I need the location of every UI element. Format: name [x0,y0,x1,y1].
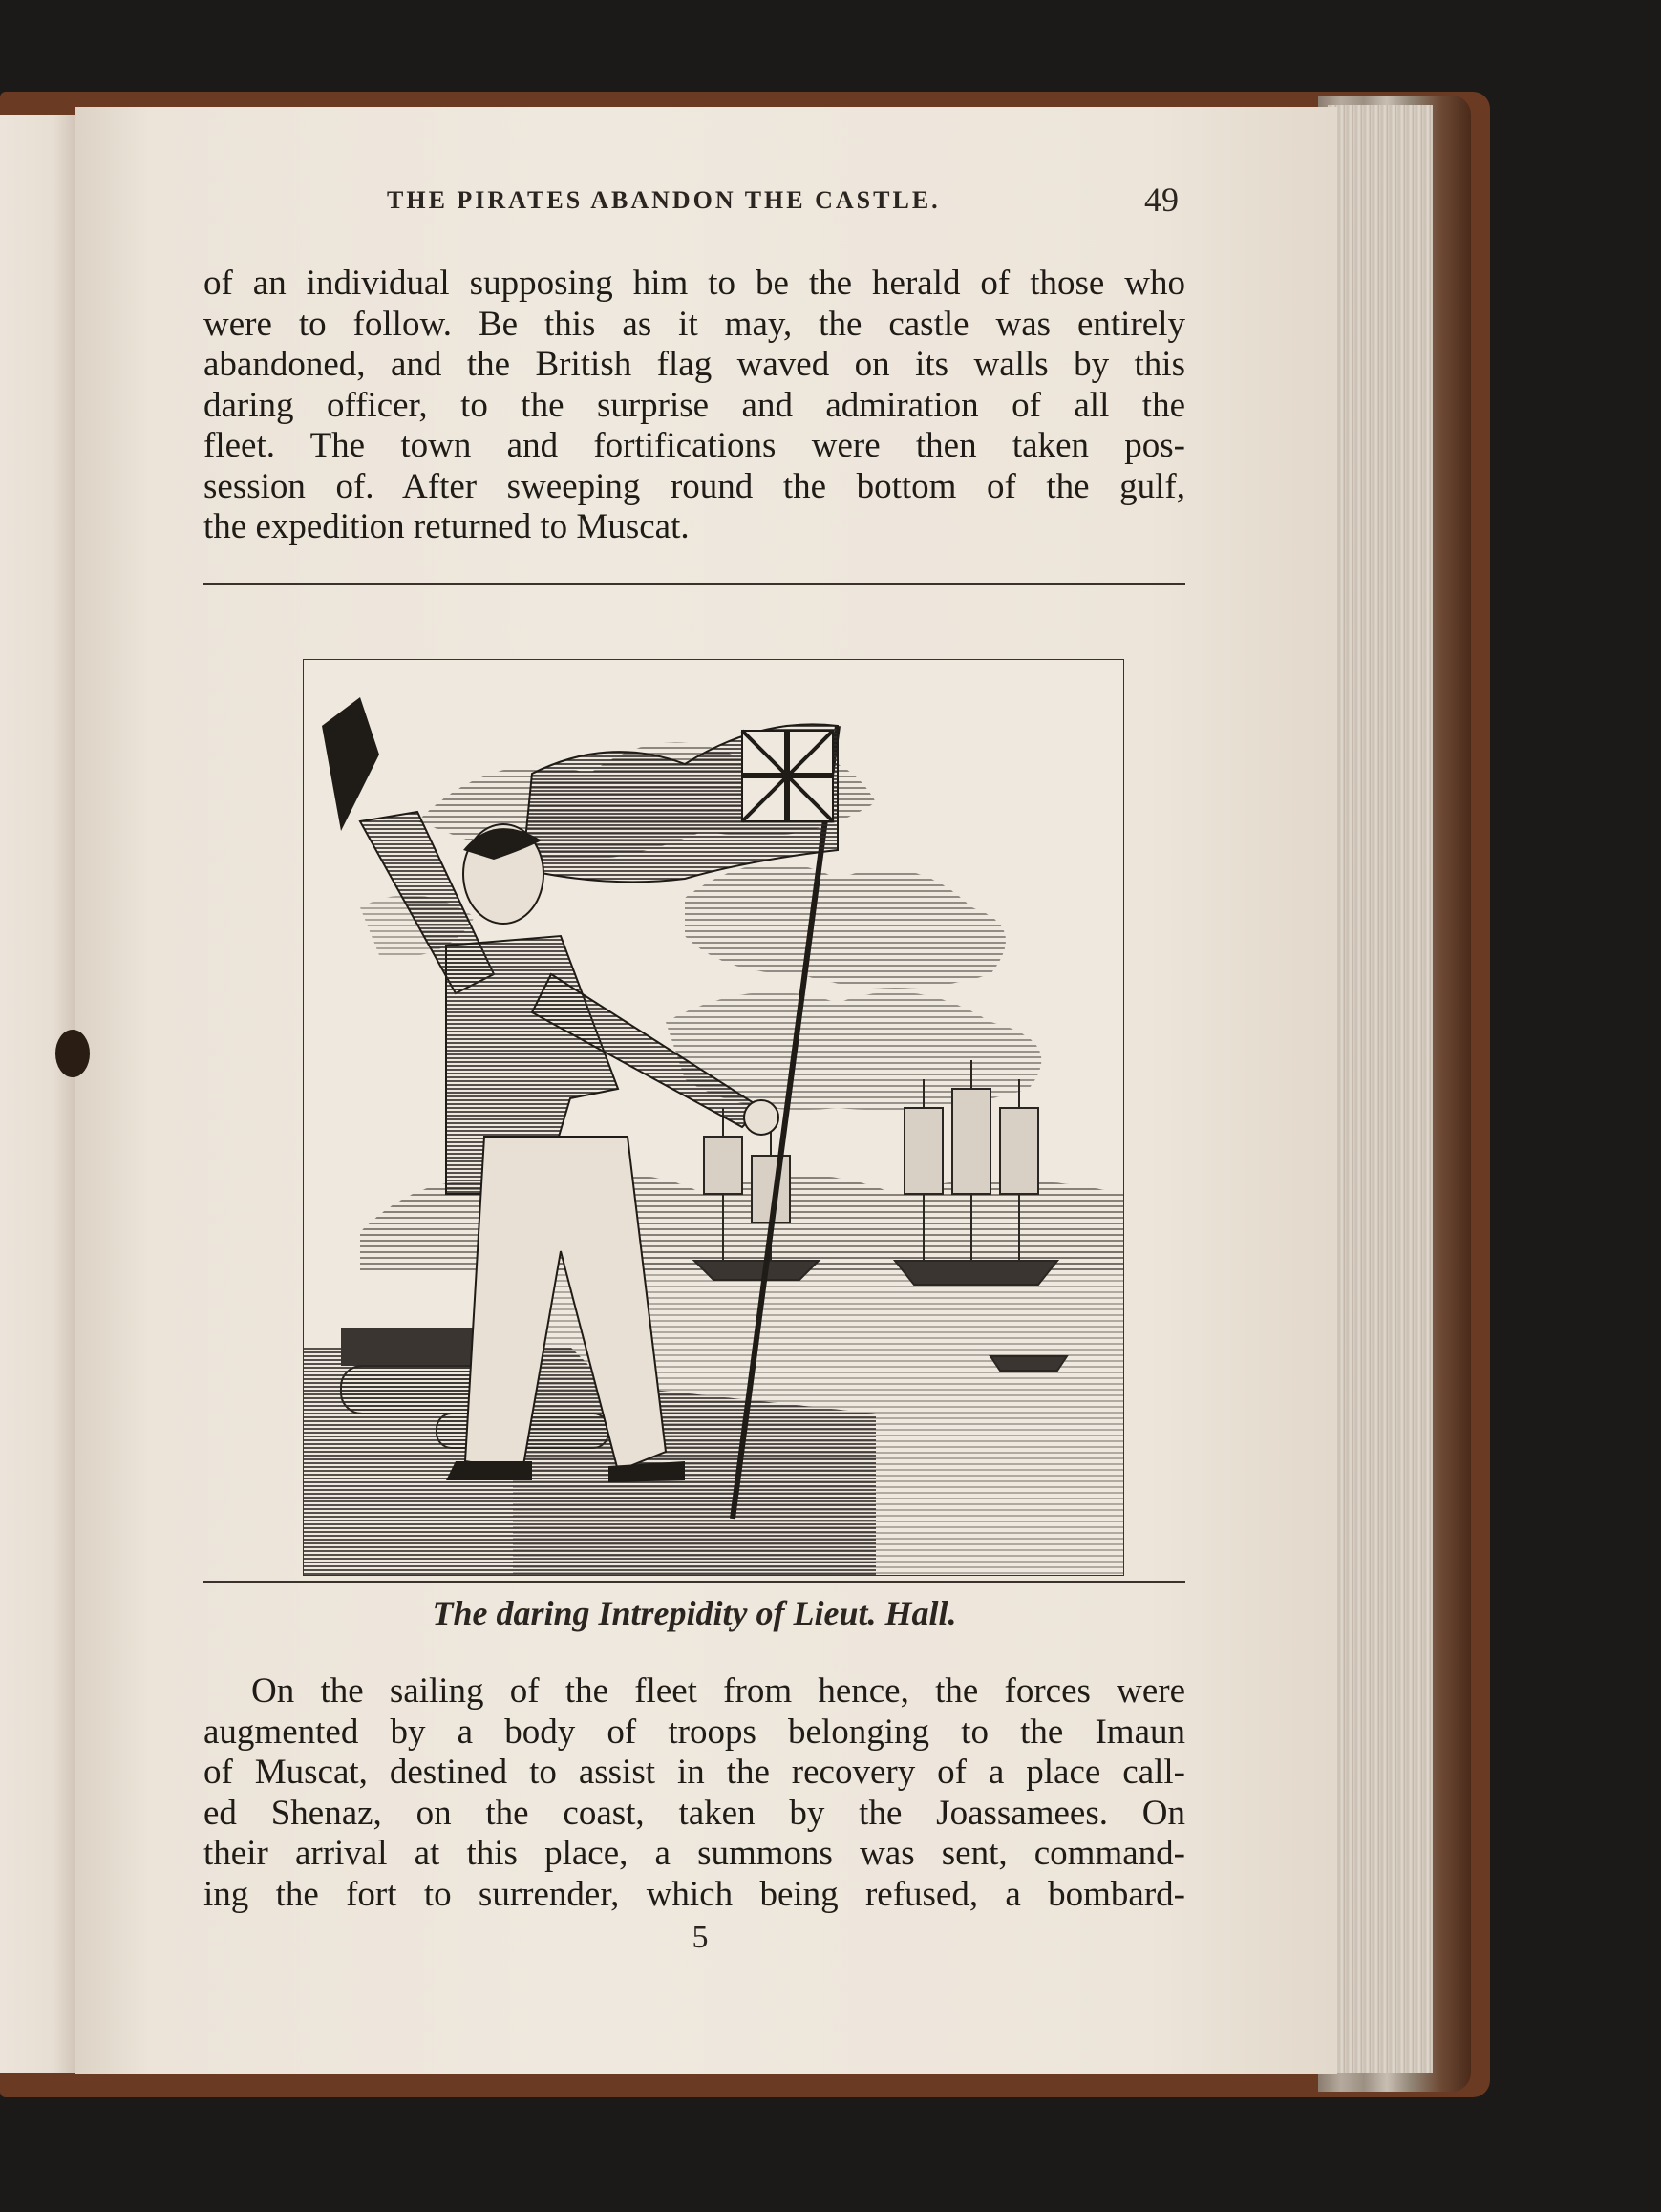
text-line: session of. After sweeping round the bottom of the gulf, [203,466,1185,506]
text-line: abandoned, and the British flag waved on its walls by this [203,345,1185,384]
page-stack-edge [1328,105,1433,2073]
engraving-illustration [303,659,1124,1576]
illustration-top-rule [203,583,1185,585]
text-line: were to follow. Be this as it may, the castle was entirely [203,304,1185,344]
running-head: THE PIRATES ABANDON THE CASTLE. [387,186,941,214]
text-line: augmented by a body of troops belonging to the Imaun [203,1712,1185,1752]
text-line: the expedition returned to Muscat. [203,507,690,546]
illustration-bottom-rule [203,1581,1185,1583]
text-line: of Muscat, destined to assist in the recovery of a place call- [203,1753,1185,1792]
text-line: On the sailing of the fleet from hence, the forces were [251,1671,1185,1711]
signature-mark: 5 [692,1920,709,1955]
binding-hole [55,1030,90,1077]
text-line: ed Shenaz, on the coast, taken by the Joassamees. On [203,1793,1185,1833]
text-line: daring officer, to the surprise and admiration of all the [203,385,1185,425]
left-page-margin [0,115,76,2073]
paragraph-1 [203,264,1185,548]
text-line: their arrival at this place, a summons was sent, command- [203,1834,1185,1873]
page-number: 49 [1144,181,1179,219]
paragraph-2 [203,1671,1185,1915]
illustration-caption: The daring Intrepidity of Lieut. Hall. [432,1594,957,1632]
text-line: fleet. The town and fortifications were then taken pos- [203,426,1185,465]
text-line: of an individual supposing him to be the herald of those who [203,264,1185,303]
text-line: ing the fort to surrender, which being refused, a bombard- [203,1874,1185,1914]
